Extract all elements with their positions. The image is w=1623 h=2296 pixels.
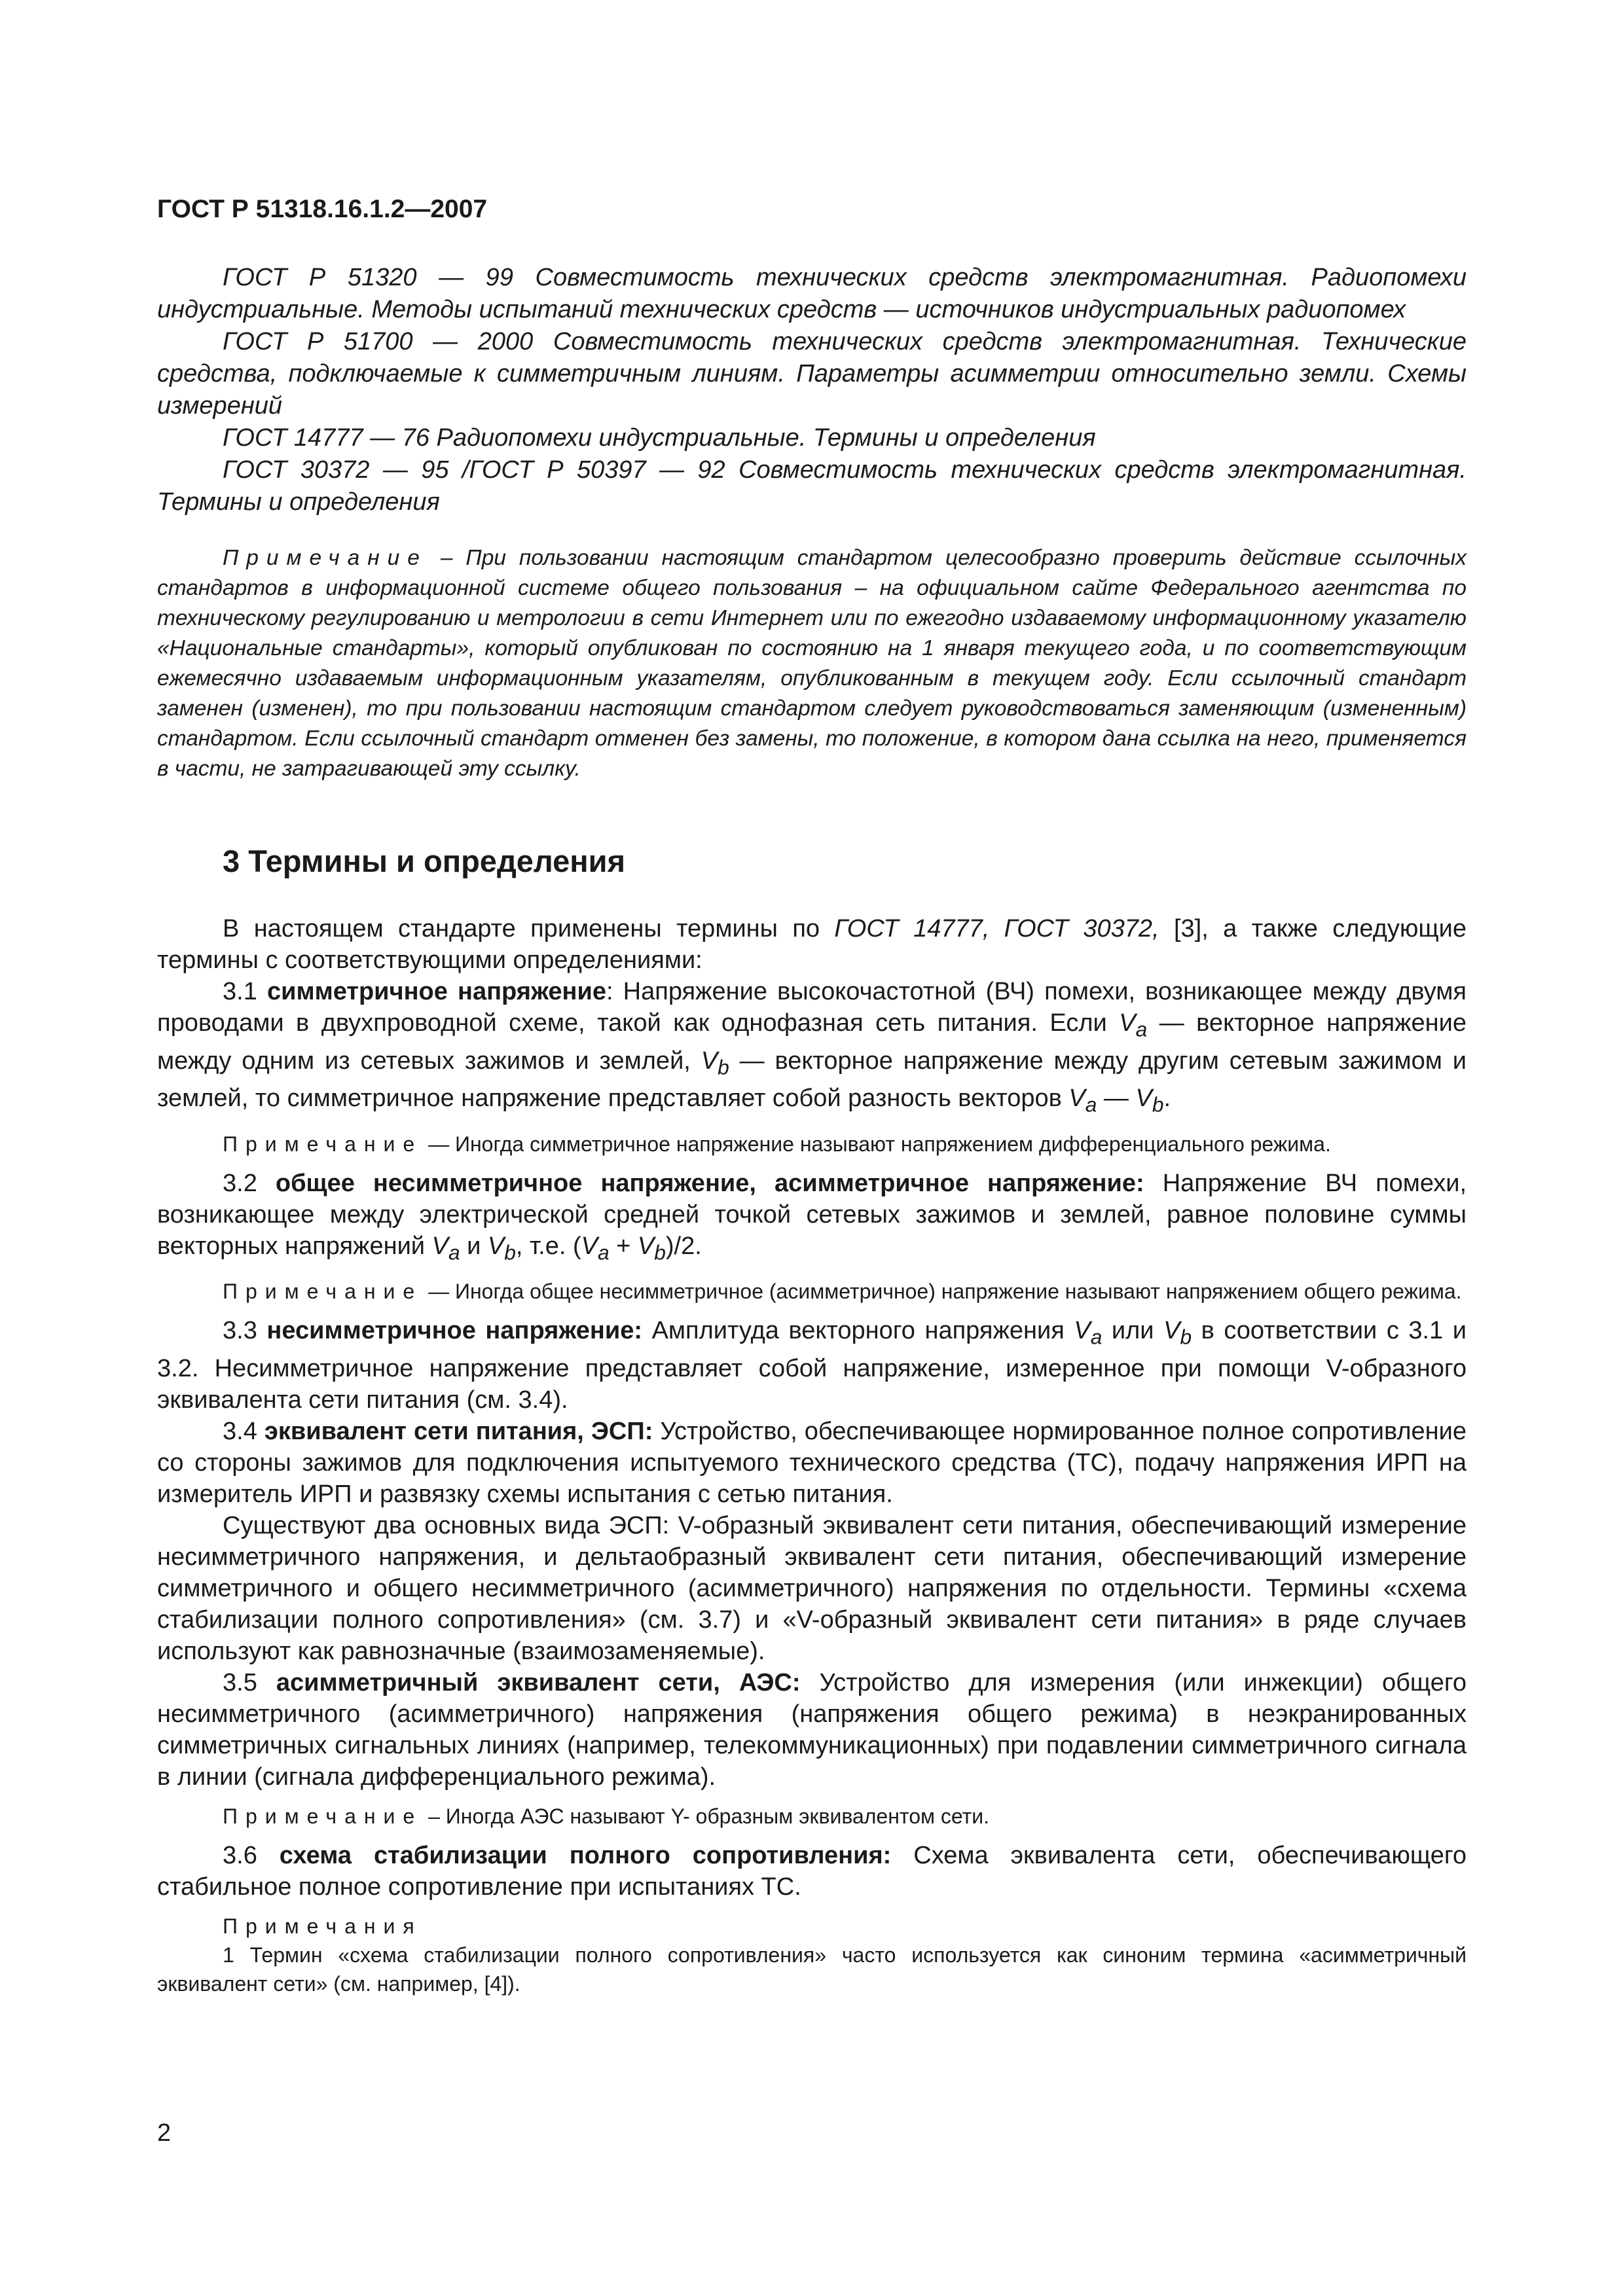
term-name: эквивалент сети питания, ЭСП: <box>264 1417 653 1445</box>
term-3-4: 3.4 эквивалент сети питания, ЭСП: Устройство, обеспечивающее нормированное полное сопротивление со стороны зажимов для подключения испытуемого технического средства (ТС), подачу напряжения ИРП на измеритель ИРП и развязку схемы испытания с сетью питания. <box>157 1417 1467 1508</box>
note-3-5: Примечание – Иногда АЭС называют Y- образным эквивалентом сети. <box>223 1804 990 1828</box>
term-3-3: 3.3 несимметричное напряжение: Амплитуда векторного напряжения $V_a$ или $V_b$ в соответствии с 3.1 и 3.2. Несимметричное напряжение представляет собой напряжение, измеренное при помощи V-образного эквивалента сети питания (см. 3.4). <box>157 1317 1467 1414</box>
term-3-6: 3.6 схема стабилизации полного сопротивления: Схема эквивалента сети, обеспечивающего стабильное полное сопротивление при испытаниях ТС. <box>157 1841 1467 1901</box>
note-text: – При пользовании настоящим стандартом целесообразно проверить действие ссылочных стандартов в информационной системе общего пользования – на официальном сайте Федерального агентства по техническому регулированию и метрологии в сети Интернет или по ежегодно издаваемому информационному указателю «Национальные стандарты», который опубликован по состоянию на 1 января текущего года, и по соответствующим ежемесячно издаваемым информационным указателям, опубликованным в текущем году. Если ссылочный стандарт заменен (изменен), то при пользовании настоящим стандартом следует руководствоваться заменяющим (измененным) стандартом. Если ссылочный стандарт отменен без замены, то положение, в котором дана ссылка на него, применяется в части, не затрагивающей эту ссылку. <box>157 546 1467 781</box>
section-body <box>157 913 1467 1998</box>
page-number: 2 <box>157 2119 172 2147</box>
intro-paragraph: В настоящем стандарте применены термины по ГОСТ 14777, ГОСТ 30372, [3], а также следующие термины с соответствующими определениями: <box>157 915 1467 974</box>
note-item-3-6-1: 1 Термин «схема стабилизации полного сопротивления» часто используется как синоним термина «асимметричный эквивалент сети» (см. например, [4]). <box>157 1943 1467 1996</box>
term-name: асимметричный эквивалент сети, АЭС: <box>276 1668 801 1696</box>
term-name: общее несимметричное напряжение, асимметричное напряжение: <box>275 1169 1144 1197</box>
term-3-2: 3.2 общее несимметричное напряжение, асимметричное напряжение: Напряжение ВЧ помехи, возникающее между электрической средней точкой сетевых зажимов и землей, равное половине суммы векторных напряжений $V_a$ и $V_b$, т.е. $(V_a + V_b)/2$. <box>157 1169 1467 1265</box>
note-3-2: Примечание — Иногда общее несимметричное (асимметричное) напряжение называют напряжением общего режима. <box>223 1280 1462 1304</box>
note-3-1: Примечание — Иногда симметричное напряжение называют напряжением дифференциального режима. <box>223 1132 1331 1156</box>
term-3-1: 3.1 симметричное напряжение: Напряжение высокочастотной (ВЧ) помехи, возникающее между двумя проводами в двухпроводной схеме, такой как однофазная сеть питания. Если $V_a$ — векторное напряжение между одним из сетевых зажимов и землей, $V_b$ — векторное напряжение между другим сетевым зажимом и землей, то симметричное напряжение представляет собой разность векторов $V_a$ — $V_b$. <box>157 978 1467 1117</box>
normative-references <box>157 262 1467 518</box>
reference-item: ГОСТ Р 51700 — 2000 Совместимость технических средств электромагнитная. Технические средства, подключаемые к симметричным линиям. Параметры асимметрии относительно земли. Схемы измерений <box>157 328 1467 420</box>
term-name: симметричное напряжение <box>266 978 606 1005</box>
term-3-5: 3.5 асимметричный эквивалент сети, АЭС: Устройство для измерения (или инжекции) общего несимметричного (асимметричного) напряжения (напряжения общего режима) в неэкранированных симметричных сигнальных линиях (например, телекоммуникационных) при подавлении симметричного сигнала в линии (сигнала дифференциального режима). <box>157 1668 1467 1791</box>
references-note <box>157 543 1467 784</box>
term-name: несимметричное напряжение: <box>266 1317 643 1345</box>
document-header: ГОСТ Р 51318.16.1.2—2007 <box>157 195 488 223</box>
reference-item: ГОСТ 14777 — 76 Радиопомехи индустриальные. Термины и определения <box>223 424 1096 452</box>
note-label: Примечание <box>223 546 428 570</box>
notes-heading-3-6: Примечания <box>223 1914 422 1938</box>
reference-item: ГОСТ 30372 — 95 /ГОСТ Р 50397 — 92 Совместимость технических средств электромагнитная. Термины и определения <box>157 456 1467 516</box>
section-title: 3 Термины и определения <box>223 844 625 878</box>
reference-item: ГОСТ Р 51320 — 99 Совместимость технических средств электромагнитная. Радиопомехи индустриальные. Методы испытаний технических средств — источников индустриальных радиопомех <box>157 264 1467 323</box>
term-name: схема стабилизации полного сопротивления: <box>279 1841 892 1869</box>
term-3-4-paragraph-2: Существуют два основных вида ЭСП: V-образный эквивалент сети питания, обеспечивающий измерение несимметричного напряжения, и дельтаобразный эквивалент сети питания, обеспечивающий измерение симметричного и общего несимметричного (асимметричного) напряжения по отдельности. Термины «схема стабилизации полного сопротивления» (см. 3.7) и «V-образный эквивалент сети питания» в ряде случаев используют как равнозначные (взаимозаменяемые). <box>157 1511 1467 1665</box>
